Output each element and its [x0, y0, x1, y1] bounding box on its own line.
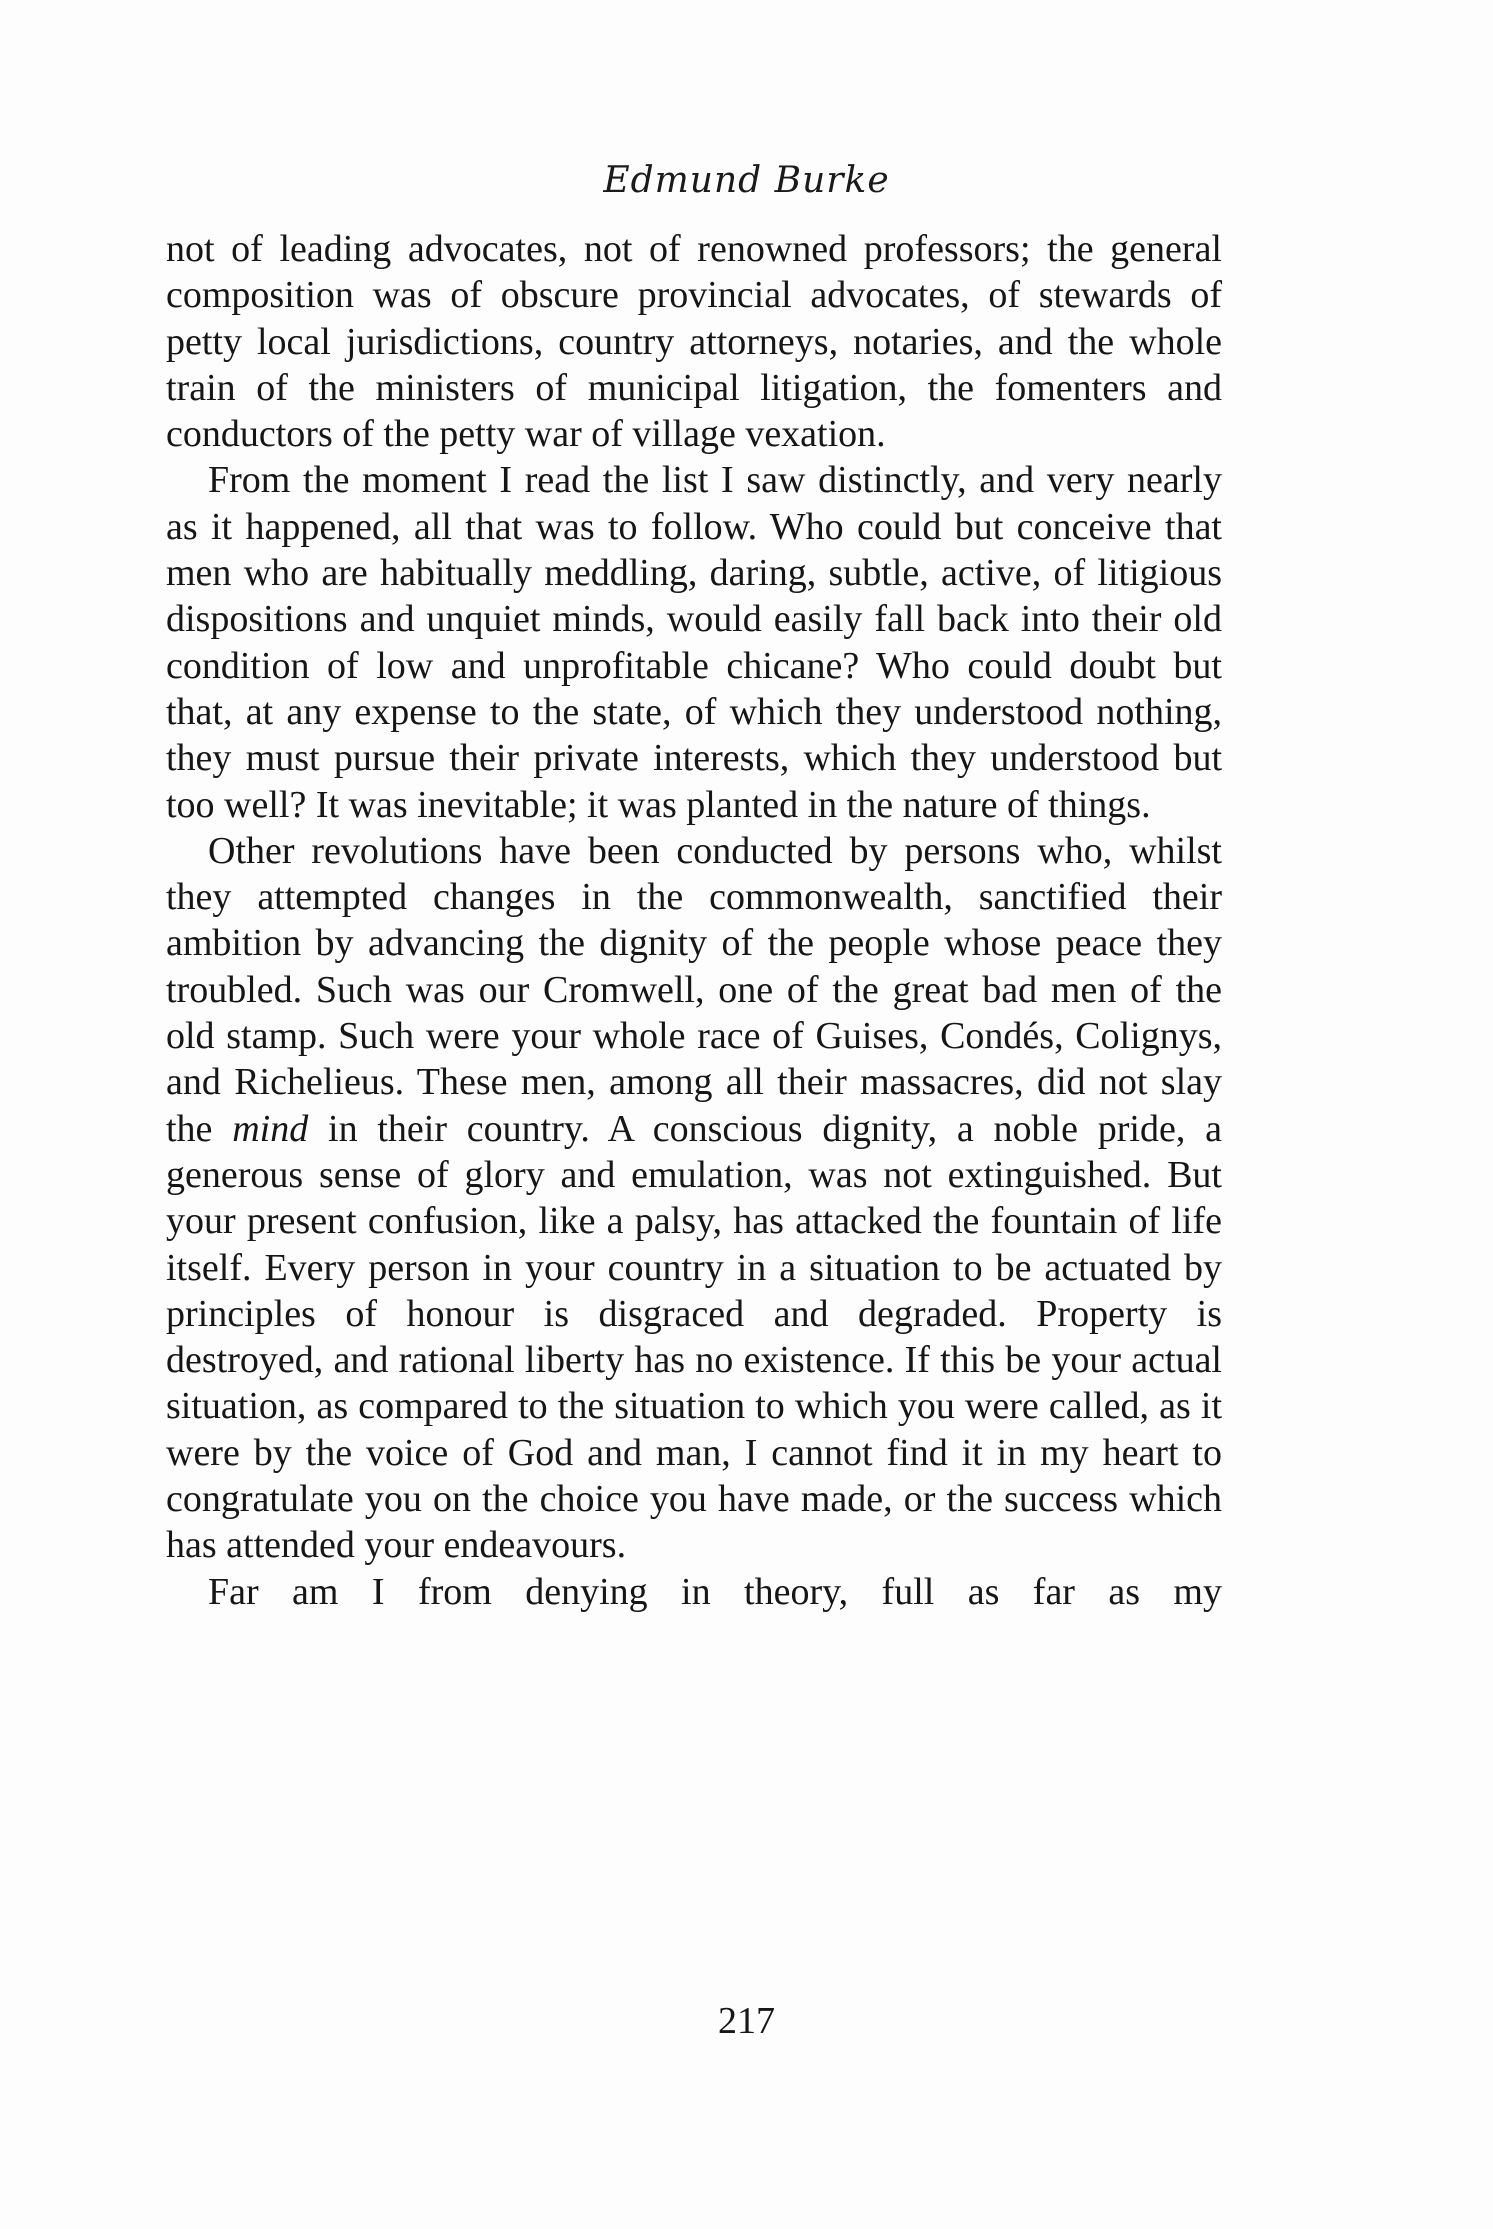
- body-text: [166, 226, 1222, 1615]
- italic-word: mind: [232, 1107, 309, 1150]
- page-number: 217: [718, 2000, 775, 2042]
- paragraph-3-text-b: in their country. A conscious dignity, a noble pride, a generous sense of glory and emulation, was not extinguished. But your present confusion, like a palsy, has attacked the fountain of life itself. Every person in your country in a situation to be actuated by principles of honour is disgraced and degraded. Property is destroyed, and rational liberty has no existence. If this be your actual situation, as compared to the situation to which you were called, as it were by the voice of God and man, I cannot find it in my heart to congratulate you on the choice you have made, or the success which has attended your endeavours.: [166, 1107, 1222, 1567]
- paragraph-3-text-a: Other revolutions have been conducted by persons who, whilst they attempted changes in the commonwealth, sanctified their ambition by advancing the dignity of the people whose peace they troubled. Such was our Cromwell, one of the great bad men of the old stamp. Such were your whole race of Guises, Condés, Colignys, and Richelieus. These men, among all their massacres, did not slay the: [166, 829, 1222, 1150]
- paragraph-3: [166, 828, 1222, 1569]
- paragraph-4: Far am I from denying in theory, full as far as my: [208, 1570, 1222, 1613]
- paragraph-1: not of leading advocates, not of renowned professors; the general composition was of obscure provincial advocates, of stewards of petty local jurisdictions, country attorneys, notaries, and the whole train of the ministers of municipal litigation, the fomenters and conductors of the petty war of village vexation.: [166, 228, 1222, 456]
- paragraph-2: From the moment I read the list I saw distinctly, and very nearly as it happened, all that was to follow. Who could but conceive that men who are habitually meddling, daring, subtle, active, of litigious dispositions and unquiet minds, would easily fall back into their old condition of low and unprofitable chicane? Who could doubt but that, at any expense to the state, of which they understood nothing, they must pursue their private interests, which they understood but too well? It was inevitable; it was planted in the nature of things.: [166, 459, 1222, 826]
- running-head: Edmund Burke: [603, 160, 890, 201]
